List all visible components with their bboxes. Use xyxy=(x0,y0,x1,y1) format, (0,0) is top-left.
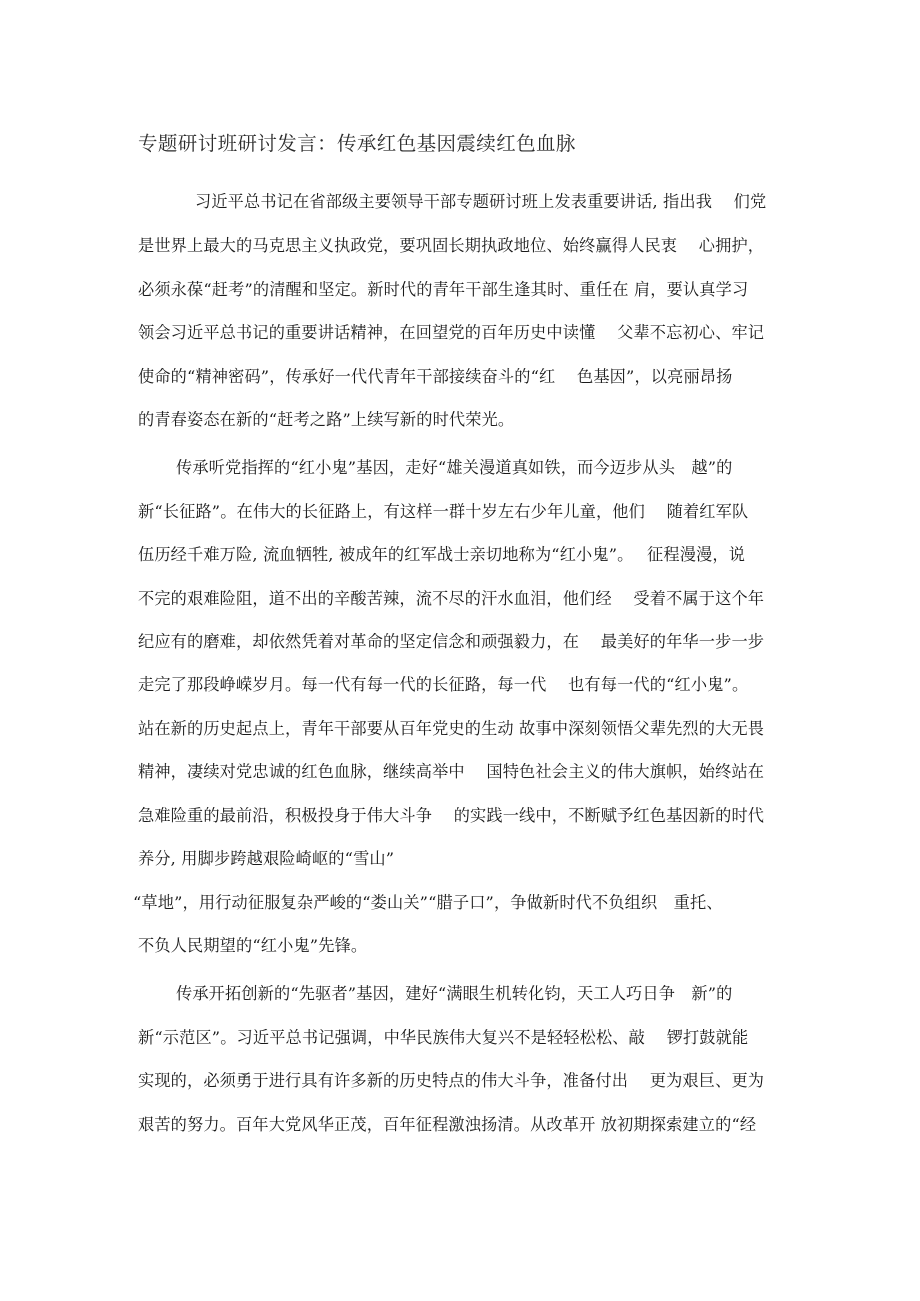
paragraph-line: 纪应有的磨难，却依然凭着对革命的坚定信念和顽强毅力，在 最美好的年华一步一步 xyxy=(138,632,765,651)
document-title: 专题研讨班研讨发言：传承红色基因震续红色血脉 xyxy=(138,132,576,155)
paragraph-line: 新“长征路”。在伟大的长征路上，有这样一群十岁左右少年儿童，他们 随着红军队 xyxy=(138,502,749,521)
paragraph-line: 使命的“精神密码”，传承好一代代青年干部接续奋斗的“红 色基因”，以亮丽昂扬 xyxy=(138,367,733,386)
paragraph-line: “草地”，用行动征服复杂严峻的“娄山关”“腊子口”，争做新时代不负组织 重托、 xyxy=(133,893,723,912)
paragraph-line: 精神，凄续对党忠诚的红色血脉，继续高举中 国特色社会主义的伟大旗帜，始终站在 xyxy=(138,762,765,781)
paragraph-line: 必须永葆“赶考”的清醒和坚定。新时代的青年干部生逢其时、重任在 肩，要认真学习 xyxy=(138,280,749,299)
paragraph-line: 新“示范区”。习近平总书记强调，中华民族伟大复兴不是轻轻松松、敲 锣打鼓就能 xyxy=(138,1028,749,1047)
paragraph-line: 养分, 用脚步跨越艰险崎岖的“雪山” xyxy=(138,849,395,868)
paragraph-line: 急难险重的最前沿，积极投身于伟大斗争 的实践一线中，不断赋予红色基因新的时代 xyxy=(138,806,765,825)
paragraph-line: 领会习近平总书记的重要讲话精神，在回望党的百年历史中读懂 父辈不忘初心、牢记 xyxy=(138,323,765,342)
paragraph-line: 传承开拓创新的“先驱者”基因，建好“满眼生机转化钧，天工人巧日争 新”的 xyxy=(176,984,733,1003)
paragraph-line: 伍历经千难万险, 流血牺牲, 被成年的红军战士亲切地称为“红小鬼”。 征程漫漫，说 xyxy=(138,545,746,564)
paragraph-line: 不完的艰难险阻，道不出的辛酸苦辣，流不尽的汗水血泪，他们经 受着不属于这个年 xyxy=(138,589,765,608)
paragraph-line: 的青春姿态在新的“赶考之路”上续写新的时代荣光。 xyxy=(138,410,515,429)
paragraph-line: 实现的，必须勇于进行具有许多新的历史特点的伟大斗争，准备付出 更为艰巨、更为 xyxy=(138,1071,765,1090)
paragraph-line: 不负人民期望的“红小鬼”先锋。 xyxy=(138,936,368,955)
paragraph-line: 走完了那段峥嵘岁月。每一代有每一代的长征路，每一代 也有每一代的“红小鬼”。 xyxy=(138,675,749,694)
paragraph-line: 习近平总书记在省部级主要领导干部专题研讨班上发表重要讲话, 指出我 们党 xyxy=(195,192,767,211)
paragraph-line: 艰苦的努力。百年大党风华正茂，百年征程激浊扬清。从改革开 放初期探索建立的“经 xyxy=(138,1115,757,1134)
paragraph-line: 传承听党指挥的“红小鬼”基因，走好“雄关漫道真如铁，而今迈步从头 越”的 xyxy=(176,458,733,477)
paragraph-line: 是世界上最大的马克思主义执政党，要巩固长期执政地位、始终赢得人民衷 心拥护， xyxy=(138,236,765,255)
paragraph-line: 站在新的历史起点上，青年干部要从百年党史的生动 故事中深刻领悟父辈先烈的大无畏 xyxy=(138,719,765,738)
